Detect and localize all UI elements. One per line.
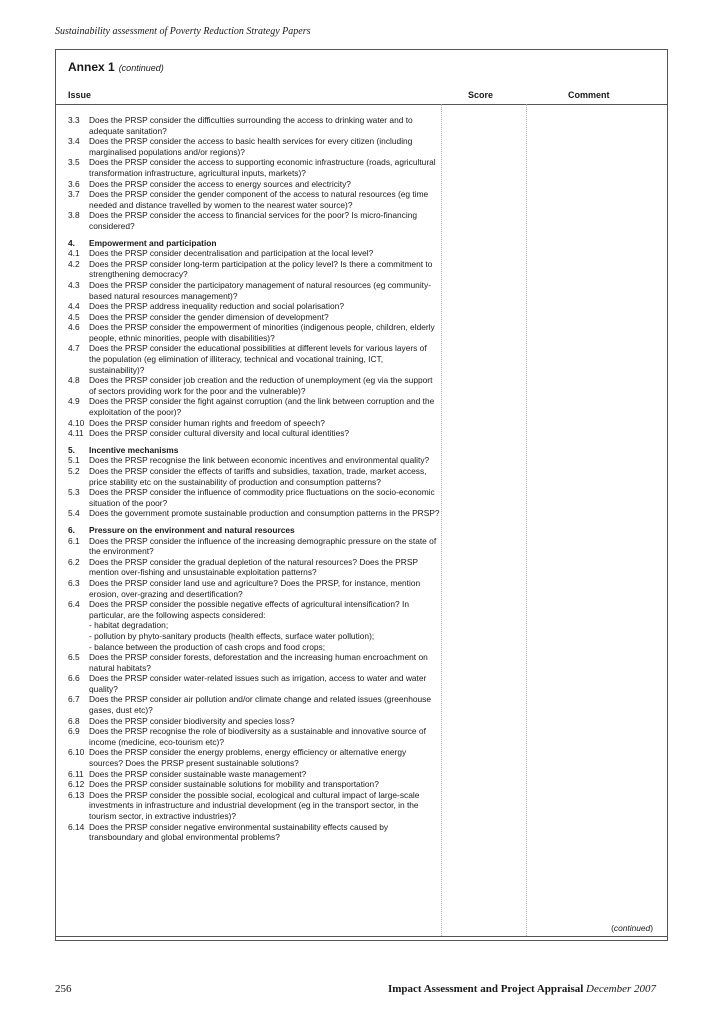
issue-item <box>68 343 440 375</box>
item-number: 3.4 <box>68 136 80 147</box>
issue-item <box>68 115 440 136</box>
issue-item <box>68 259 440 280</box>
issue-text <box>89 673 440 694</box>
annex-table <box>55 49 668 941</box>
issue-question: Does the PRSP consider the difficulties surrounding the access to drinking water and to adequate sanitation? <box>89 115 413 136</box>
item-number: 6.13 <box>68 789 85 800</box>
issue-text <box>89 769 440 780</box>
column-header-score: Score <box>468 90 494 100</box>
issue-item <box>68 822 440 843</box>
issue-text <box>89 822 440 843</box>
issue-question: Incentive mechanisms <box>89 444 179 455</box>
issue-question: Does the PRSP consider the possible negative effects of agricultural intensification? In particular, are the following aspects considered: <box>89 599 409 620</box>
column-divider-comment <box>526 104 527 936</box>
issue-text <box>89 779 440 790</box>
issue-sub-point: - balance between the production of cash crops and food crops; <box>89 641 326 652</box>
issue-text <box>89 652 440 673</box>
issue-item <box>68 790 440 822</box>
issue-text <box>89 455 440 466</box>
issue-question: Does the PRSP consider the effects of tariffs and subsidies, taxation, trade, market access, price stability etc on the sustainability of production and consumption patterns? <box>89 466 427 487</box>
item-number: 3.6 <box>68 178 80 189</box>
item-number: 4.2 <box>68 258 80 269</box>
issue-text <box>89 136 440 157</box>
issue-question: Does the PRSP consider the participatory management of natural resources (eg community-based natural resources management)? <box>89 279 431 301</box>
issue-text <box>89 189 440 210</box>
issue-text <box>89 694 440 715</box>
issue-question: Does the PRSP consider the empowerment of minorities (indigenous people, children, elderly people, ethnic minorities, people with disabilities)? <box>89 322 435 343</box>
issue-text <box>89 466 440 487</box>
issue-question: Does the PRSP consider the gender dimension of development? <box>89 311 329 322</box>
issue-text <box>89 157 440 178</box>
issue-text <box>89 343 440 375</box>
section-heading-text <box>89 445 440 456</box>
issue-question: Does the PRSP consider air pollution and/or climate change and related issues (greenhouse gases, dust etc)? <box>89 694 432 716</box>
issue-item <box>68 779 440 790</box>
issue-question: Does the PRSP consider long-term participation at the policy level? Is there a commitment to strengthening democracy? <box>89 258 433 280</box>
issue-question: Empowerment and participation <box>89 237 217 248</box>
issue-text <box>89 322 440 343</box>
issue-item <box>68 136 440 157</box>
item-number: 6.1 <box>68 535 80 546</box>
issue-list <box>68 115 440 843</box>
issue-text <box>89 179 440 190</box>
issue-item <box>68 248 440 259</box>
item-number: 6.8 <box>68 715 80 726</box>
item-number: 4. <box>68 237 75 248</box>
issue-item <box>68 487 440 508</box>
issue-question: Does the PRSP consider decentralisation and participation at the local level? <box>89 248 374 259</box>
item-number: 6.4 <box>68 599 80 610</box>
item-number: 6.3 <box>68 577 80 588</box>
annex-title-text: Annex 1 <box>68 60 115 74</box>
issue-item <box>68 578 440 599</box>
issue-item <box>68 747 440 768</box>
item-number: 6.12 <box>68 779 85 790</box>
item-number: 3.3 <box>68 115 80 125</box>
issue-text <box>89 599 440 652</box>
item-number: 6.14 <box>68 821 85 832</box>
issue-item <box>68 322 440 343</box>
issue-question: Does the PRSP consider sustainable waste management? <box>89 768 307 779</box>
issue-question: Does the PRSP recognise the link between economic incentives and environmental quality? <box>89 455 430 466</box>
journal-footer <box>388 983 656 995</box>
journal-name: Impact Assessment and Project Appraisal <box>387 983 584 995</box>
section-heading <box>68 238 440 249</box>
item-number: 4.6 <box>68 322 80 333</box>
issue-question: Does the PRSP consider the access to energy sources and electricity? <box>89 178 351 189</box>
issue-item <box>68 210 440 231</box>
issue-text <box>89 578 440 599</box>
item-number: 6.10 <box>68 747 85 758</box>
issue-item <box>68 599 440 652</box>
issue-text <box>89 248 440 259</box>
issue-item <box>68 396 440 417</box>
issue-question: Does the PRSP consider the gradual depletion of the natural resources? Does the PRSP mention over-fishing and unsustainable exploitation patterns? <box>89 556 418 578</box>
section-heading <box>68 525 440 536</box>
item-number: 5.4 <box>68 508 80 519</box>
item-number: 4.1 <box>68 248 80 259</box>
issue-text <box>89 312 440 323</box>
issue-item <box>68 557 440 578</box>
item-number: 4.7 <box>68 343 80 354</box>
item-number: 6.7 <box>68 694 80 705</box>
issue-item <box>68 418 440 429</box>
item-number: 5.1 <box>68 455 80 466</box>
issue-item <box>68 508 440 519</box>
issue-question: Does the PRSP consider the possible social, ecological and cultural impact of large-scale investments in infrastructure and industrial development (eg in the transport sector, in the tourism sector, in extractive industries)? <box>89 789 420 821</box>
issue-question: Does the PRSP consider the energy problems, energy efficiency or alternative energy sources? Does the PRSP present sustainable solutions? <box>89 747 407 769</box>
issue-text <box>89 301 440 312</box>
item-number: 5.2 <box>68 466 80 476</box>
issue-item <box>68 726 440 747</box>
issue-item <box>68 673 440 694</box>
issue-sub-point: - pollution by phyto-sanitary products (health effects, surface water pollution); <box>89 630 375 641</box>
issue-question: Does the PRSP consider land use and agriculture? Does the PRSP, for instance, mention erosion, over-grazing and desertification? <box>89 577 421 599</box>
issue-text <box>89 536 440 557</box>
issue-item <box>68 428 440 439</box>
item-number: 4.3 <box>68 279 80 290</box>
issue-item <box>68 157 440 178</box>
item-number: 3.5 <box>68 157 80 168</box>
column-header-issue: Issue <box>68 90 92 100</box>
issue-item <box>68 466 440 487</box>
issue-item <box>68 716 440 727</box>
item-number: 4.4 <box>68 301 80 312</box>
issue-item <box>68 694 440 715</box>
issue-text <box>89 557 440 578</box>
issue-question: Pressure on the environment and natural resources <box>89 524 295 535</box>
issue-text <box>89 508 440 519</box>
header-rule <box>56 104 667 105</box>
issue-text <box>89 375 440 396</box>
item-number: 6.9 <box>68 726 80 737</box>
issue-question: Does the PRSP consider water-related issues such as irrigation, access to water and water quality? <box>89 673 427 694</box>
footer-rule <box>56 936 667 937</box>
issue-question: Does the PRSP consider cultural diversity and local cultural identities? <box>89 428 350 439</box>
page-number: 256 <box>55 983 72 995</box>
issue-item <box>68 536 440 557</box>
issue-question: Does the PRSP consider biodiversity and species loss? <box>89 715 295 726</box>
item-number: 6.11 <box>68 768 84 779</box>
item-number: 4.10 <box>68 417 85 428</box>
item-number: 4.8 <box>68 375 80 386</box>
issue-item <box>68 179 440 190</box>
issue-question: Does the PRSP consider the influence of the increasing demographic pressure on the state of the environment? <box>89 535 437 557</box>
issue-question: Does the PRSP address inequality reduction and social polarisation? <box>89 301 344 312</box>
running-head: Sustainability assessment of Poverty Reduction Strategy Papers <box>55 26 311 37</box>
issue-item <box>68 301 440 312</box>
item-number: 3.7 <box>68 189 80 200</box>
section-heading-text <box>89 238 440 249</box>
continued-note: (continued) <box>611 923 653 933</box>
item-number: 6. <box>68 524 75 535</box>
issue-item <box>68 769 440 780</box>
issue-text <box>89 418 440 429</box>
issue-question: Does the PRSP consider negative environmental sustainability effects caused by transboundary and global environmental problems? <box>89 821 389 843</box>
item-number: 4.5 <box>68 311 80 322</box>
issue-question: Does the PRSP consider the access to financial services for the poor? Is micro-financing considered? <box>89 210 418 231</box>
issue-question: Does the PRSP consider the gender component of the access to natural resources (eg time needed and distance travelled by women to the nearest water source)? <box>89 189 429 210</box>
item-number: 6.5 <box>68 652 80 663</box>
annex-continued-label: (continued) <box>118 63 164 73</box>
issue-question: Does the PRSP consider job creation and the reduction of unemployment (eg via the support of sectors providing work for the poor and the vulnerable)? <box>89 375 433 396</box>
issue-question: Does the PRSP consider the influence of commodity price fluctuations on the socio-economic situation of the poor? <box>89 487 435 508</box>
issue-question: Does the PRSP recognise the role of biodiversity as a sustainable and innovative source of income (medicine, eco-tourism etc)? <box>89 726 426 747</box>
issue-sub-point: - habitat degradation; <box>89 620 169 631</box>
item-number: 6.6 <box>68 673 80 684</box>
issue-text <box>89 716 440 727</box>
item-number: 3.8 <box>68 210 80 221</box>
issue-item <box>68 455 440 466</box>
issue-text <box>89 259 440 280</box>
issue-question: Does the PRSP consider the fight against corruption (and the link between corruption and the exploitation of the poor)? <box>89 396 435 418</box>
issue-text <box>89 280 440 301</box>
column-divider-score <box>441 104 442 936</box>
item-number: 5. <box>68 444 75 455</box>
annex-title <box>68 60 164 74</box>
column-header-comment: Comment <box>568 90 610 100</box>
item-number: 4.11 <box>68 428 84 439</box>
issue-item <box>68 375 440 396</box>
issue-text <box>89 487 440 508</box>
issue-item <box>68 189 440 210</box>
issue-item <box>68 280 440 301</box>
issue-question: Does the PRSP consider sustainable solutions for mobility and transportation? <box>89 779 379 790</box>
issue-item <box>68 652 440 673</box>
issue-text <box>89 747 440 768</box>
issue-text <box>89 726 440 747</box>
issue-text <box>89 396 440 417</box>
issue-question: Does the government promote sustainable production and consumption patterns in the PRSP? <box>89 508 440 519</box>
item-number: 6.2 <box>68 556 80 567</box>
issue-item <box>68 312 440 323</box>
issue-text <box>89 428 440 439</box>
issue-question: Does the PRSP consider human rights and freedom of speech? <box>89 417 325 428</box>
issue-question: Does the PRSP consider forests, deforestation and the increasing human encroachment on natural habitats? <box>89 652 428 673</box>
issue-question: Does the PRSP consider the access to basic health services for every citizen (including marginalised populations and/or regions)? <box>89 136 413 157</box>
issue-question: Does the PRSP consider the educational possibilities at different levels for various layers of the population (eg elimination of illiteracy, technical and vocational training, ICT, sustainability)? <box>89 343 427 375</box>
item-number: 4.9 <box>68 396 80 407</box>
issue-text <box>89 790 440 822</box>
journal-date: December 2007 <box>586 983 656 995</box>
item-number: 5.3 <box>68 487 80 498</box>
issue-question: Does the PRSP consider the access to supporting economic infrastructure (roads, agricultural transformation infrastructure, agricultural inputs, markets)? <box>89 157 436 178</box>
issue-text <box>89 115 440 136</box>
continued-note-text: continued <box>613 923 651 933</box>
section-heading <box>68 445 440 456</box>
section-heading-text <box>89 525 440 536</box>
issue-text <box>89 210 440 231</box>
